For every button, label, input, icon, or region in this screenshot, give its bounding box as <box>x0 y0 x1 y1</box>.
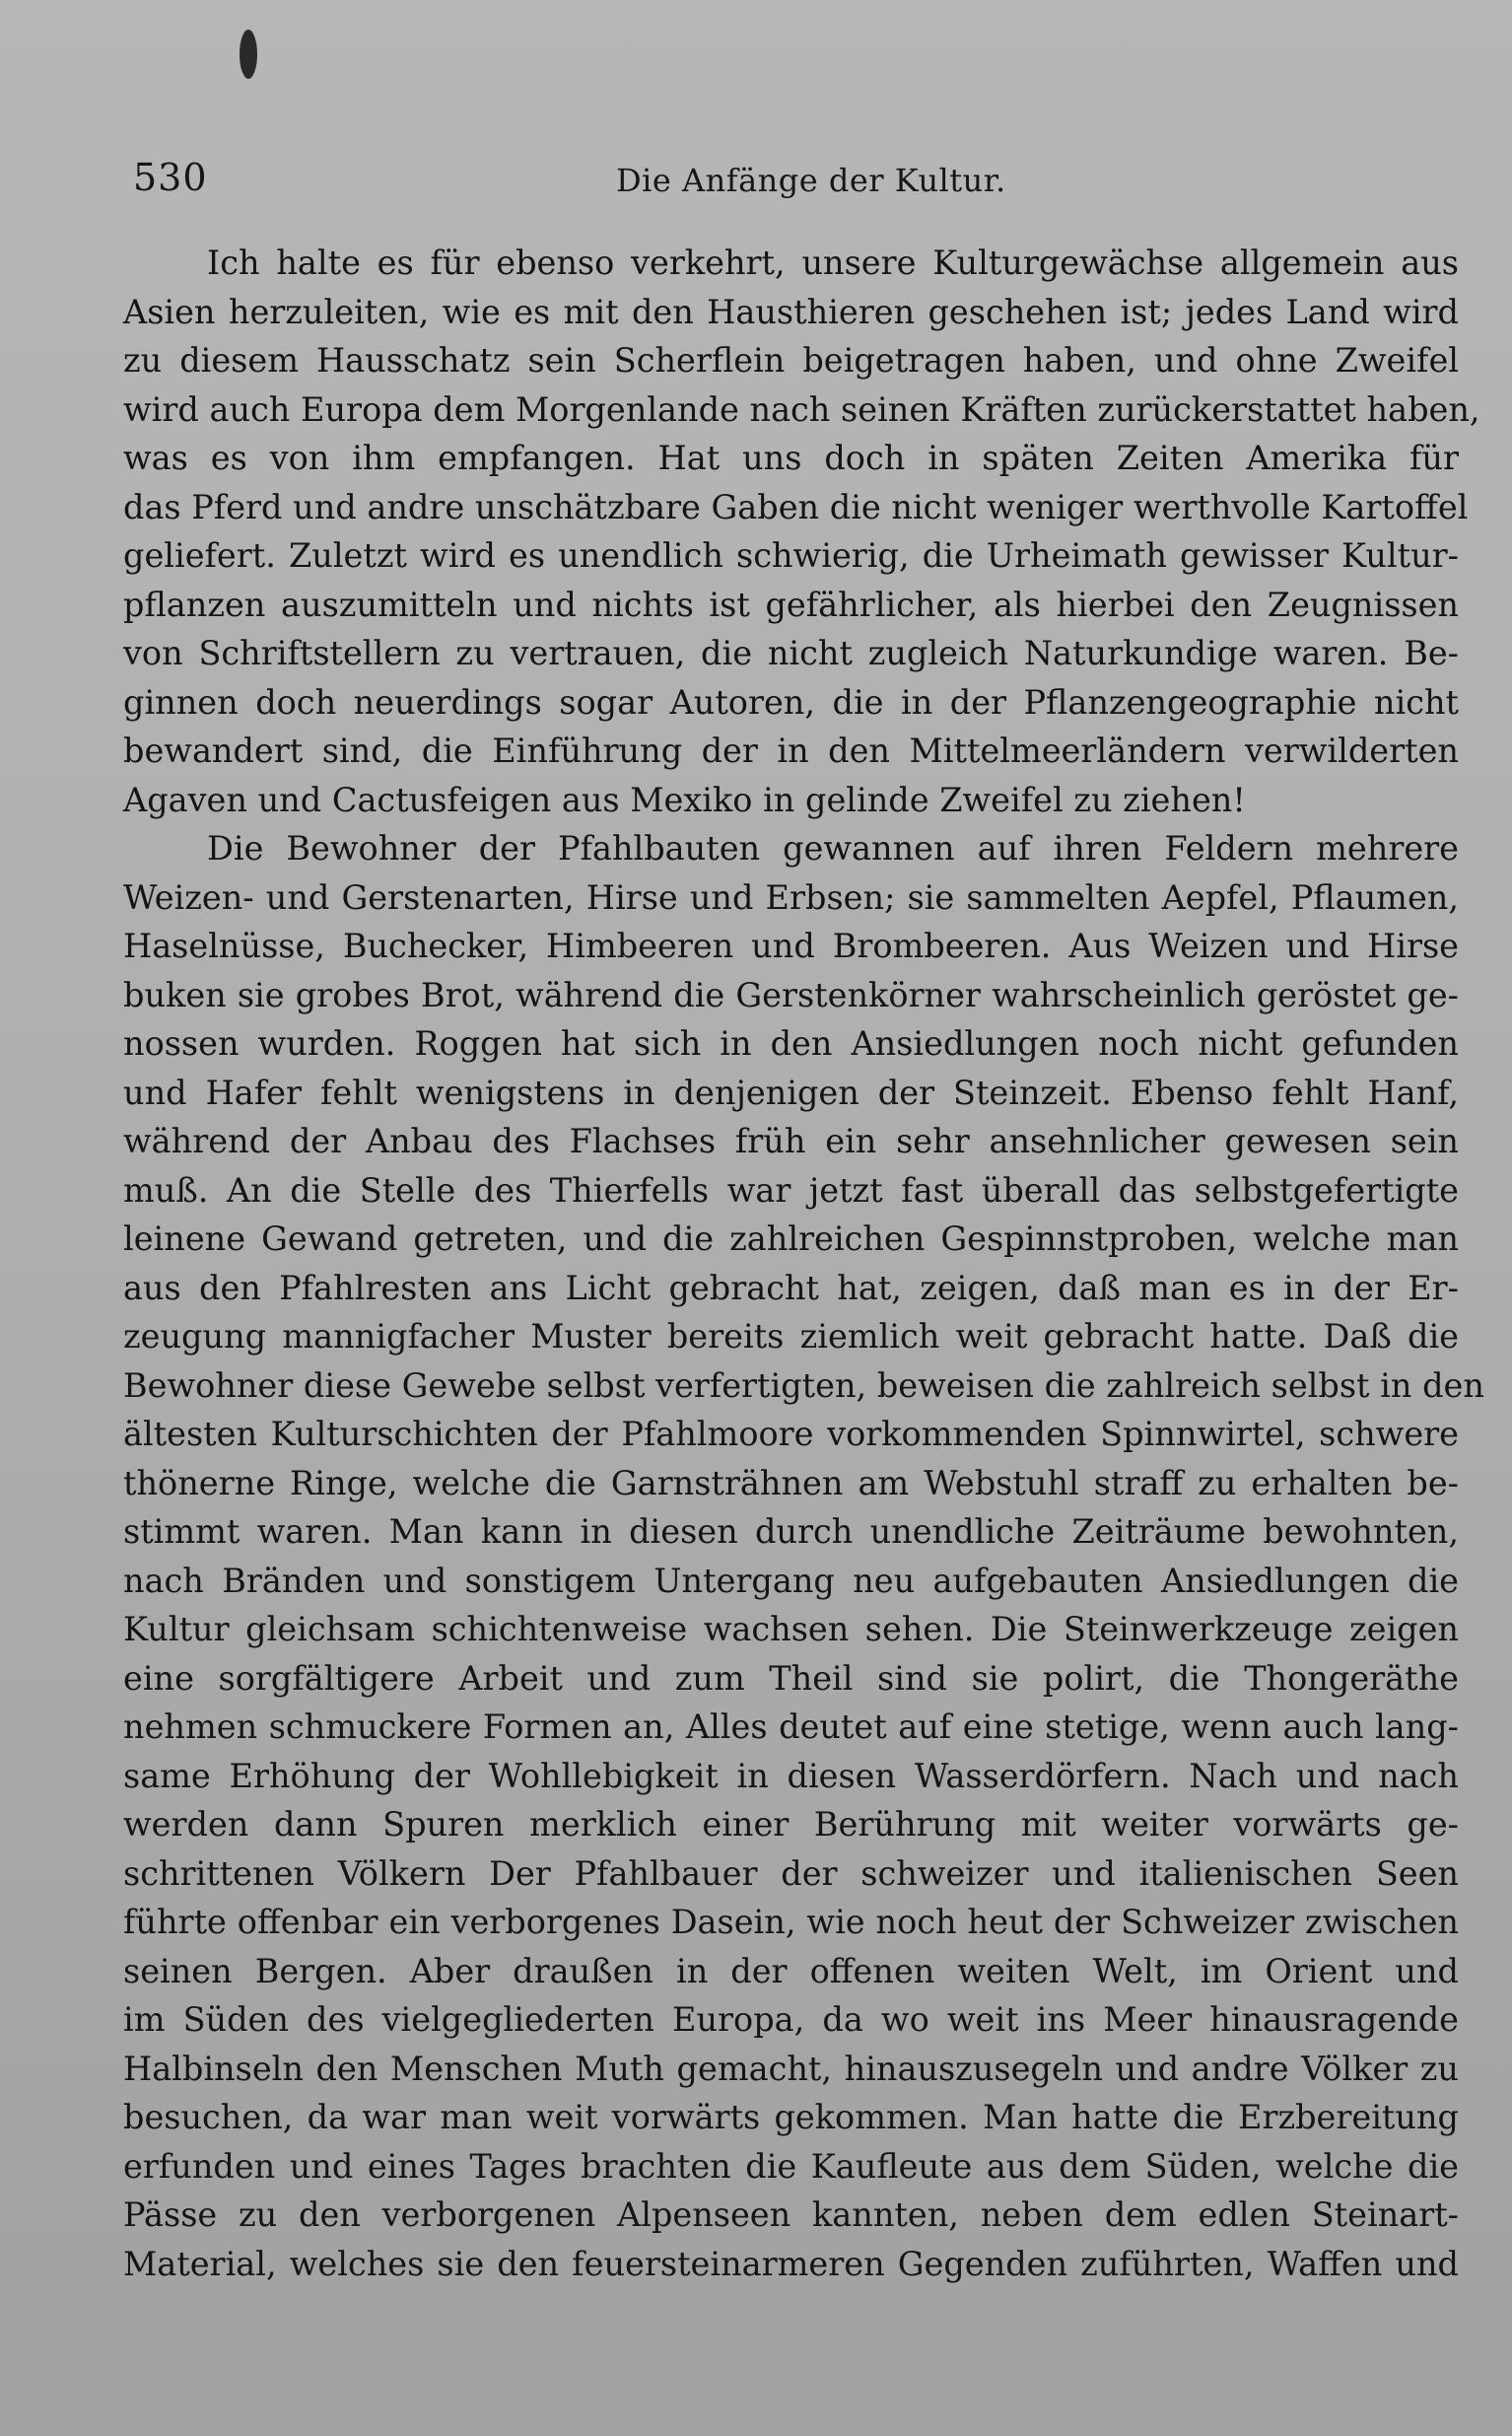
text-line: was es von ihm empfangen. Hat uns doch in späten Zeiten Amerika für <box>123 439 1459 477</box>
text-line: zu diesem Hausschatz sein Scherflein beigetragen haben, und ohne Zweifel <box>123 341 1459 380</box>
text-line: Kultur gleichsam schichtenweise wachsen sehen. Die Steinwerkzeuge zeigen <box>123 1610 1459 1648</box>
text-line: Asien herzuleiten, wie es mit den Hausthieren geschehen ist; jedes Land wird <box>123 292 1459 331</box>
text-line: führte offenbar ein verborgenes Dasein, wie noch heut der Schweizer zwischen <box>123 1903 1459 1941</box>
text-line: aus den Pfahlresten ans Licht gebracht hat, zeigen, daß man es in der Er- <box>123 1268 1459 1307</box>
text-line: Weizen- und Gerstenarten, Hirse und Erbsen; sie sammelten Aepfel, Pflaumen, <box>123 877 1459 917</box>
text-line: zeugung mannigfacher Muster bereits ziemlich weit gebracht hatte. Daß die <box>123 1317 1459 1356</box>
text-line: ältesten Kulturschichten der Pfahlmoore vorkommenden Spinnwirtel, schwere <box>123 1415 1459 1453</box>
text-line: Pässe zu den verborgenen Alpenseen kannten, neben dem edlen Steinart- <box>123 2195 1459 2234</box>
text-line: ginnen doch neuerdings sogar Autoren, die in der Pflanzengeographie nicht <box>123 682 1459 722</box>
text-line: nossen wurden. Roggen hat sich in den Ansiedlungen noch nicht gefunden <box>123 1024 1459 1063</box>
text-line: buken sie grobes Brot, während die Gerstenkörner wahrscheinlich geröstet ge- <box>123 975 1459 1014</box>
text-line: Die Bewohner der Pfahlbauten gewannen auf ihren Feldern mehrere <box>207 829 1459 868</box>
text-line: nach Bränden und sonstigem Untergang neu aufgebauten Ansiedlungen die <box>123 1561 1459 1600</box>
running-title: Die Anfänge der Kultur. <box>616 162 1006 199</box>
text-line: geliefert. Zuletzt wird es unendlich schwierig, die Urheimath gewisser Kultur- <box>123 536 1459 575</box>
text-line: seinen Bergen. Aber draußen in der offenen weiten Welt, im Orient und <box>123 1951 1459 1990</box>
text-line: Agaven und Cactusfeigen aus Mexiko in gelinde Zweifel zu ziehen! <box>123 780 1246 819</box>
text-line: besuchen, da war man weit vorwärts gekommen. Man hatte die Erzbereitung <box>123 2098 1459 2136</box>
text-line: Ich halte es für ebenso verkehrt, unsere Kulturgewächse allgemein aus <box>207 244 1459 282</box>
text-line: Haselnüsse, Buchecker, Himbeeren und Brombeeren. Aus Weizen und Hirse <box>123 927 1459 965</box>
text-line: leinene Gewand getreten, und die zahlreichen Gespinnstproben, welche man <box>123 1219 1459 1258</box>
text-line: Halbinseln den Menschen Muth gemacht, hinauszusegeln und andre Völker zu <box>123 2049 1459 2088</box>
text-line: Bewohner diese Gewebe selbst verfertigten, beweisen die zahlreich selbst in den <box>123 1365 1484 1405</box>
text-line: stimmt waren. Man kann in diesen durch unendliche Zeiträume bewohnten, <box>123 1512 1459 1551</box>
text-line: im Süden des vielgegliederten Europa, da wo weit ins Meer hinausragende <box>123 2000 1459 2039</box>
text-line: das Pferd und andre unschätzbare Gaben die nicht weniger werthvolle Kartoffel <box>123 487 1469 526</box>
text-line: nehmen schmuckere Formen an, Alles deutet auf eine stetige, wenn auch lang- <box>123 1707 1459 1746</box>
text-line: pflanzen auszumitteln und nichts ist gefährlicher, als hierbei den Zeugnissen <box>123 585 1459 624</box>
text-line: erfunden und eines Tages brachten die Kaufleute aus dem Süden, welche die <box>123 2146 1459 2186</box>
text-line: same Erhöhung der Wohllebigkeit in diesen Wasserdörfern. Nach und nach <box>123 1756 1459 1795</box>
text-line: bewandert sind, die Einführung der in den Mittelmeerländern verwilderten <box>123 731 1459 770</box>
text-line: von Schriftstellern zu vertrauen, die nicht zugleich Naturkundige waren. Be- <box>123 634 1459 672</box>
text-line: Material, welches sie den feuersteinarmeren Gegenden zuführten, Waffen und <box>123 2244 1459 2283</box>
text-line: thönerne Ringe, welche die Garnsträhnen am Webstuhl straff zu erhalten be- <box>123 1463 1459 1502</box>
page-header <box>133 156 1464 215</box>
text-line: werden dann Spuren merklich einer Berührung mit weiter vorwärts ge- <box>123 1805 1459 1844</box>
body-text <box>123 239 1484 2288</box>
page-number: 530 <box>133 156 208 199</box>
text-line: wird auch Europa dem Morgenlande nach seinen Kräften zurückerstattet haben, <box>123 389 1480 429</box>
text-line: während der Anbau des Flachses früh ein sehr ansehnlicher gewesen sein <box>123 1122 1459 1160</box>
text-line: und Hafer fehlt wenigstens in denjenigen der Steinzeit. Ebenso fehlt Hanf, <box>123 1073 1459 1112</box>
ink-blot <box>240 30 257 79</box>
text-line: muß. An die Stelle des Thierfells war jetzt fast überall das selbstgefertigte <box>123 1170 1459 1210</box>
text-line: schrittenen Völkern Der Pfahlbauer der schweizer und italienischen Seen <box>123 1853 1459 1893</box>
text-line: eine sorgfältigere Arbeit und zum Theil sind sie polirt, die Thongeräthe <box>123 1658 1459 1698</box>
